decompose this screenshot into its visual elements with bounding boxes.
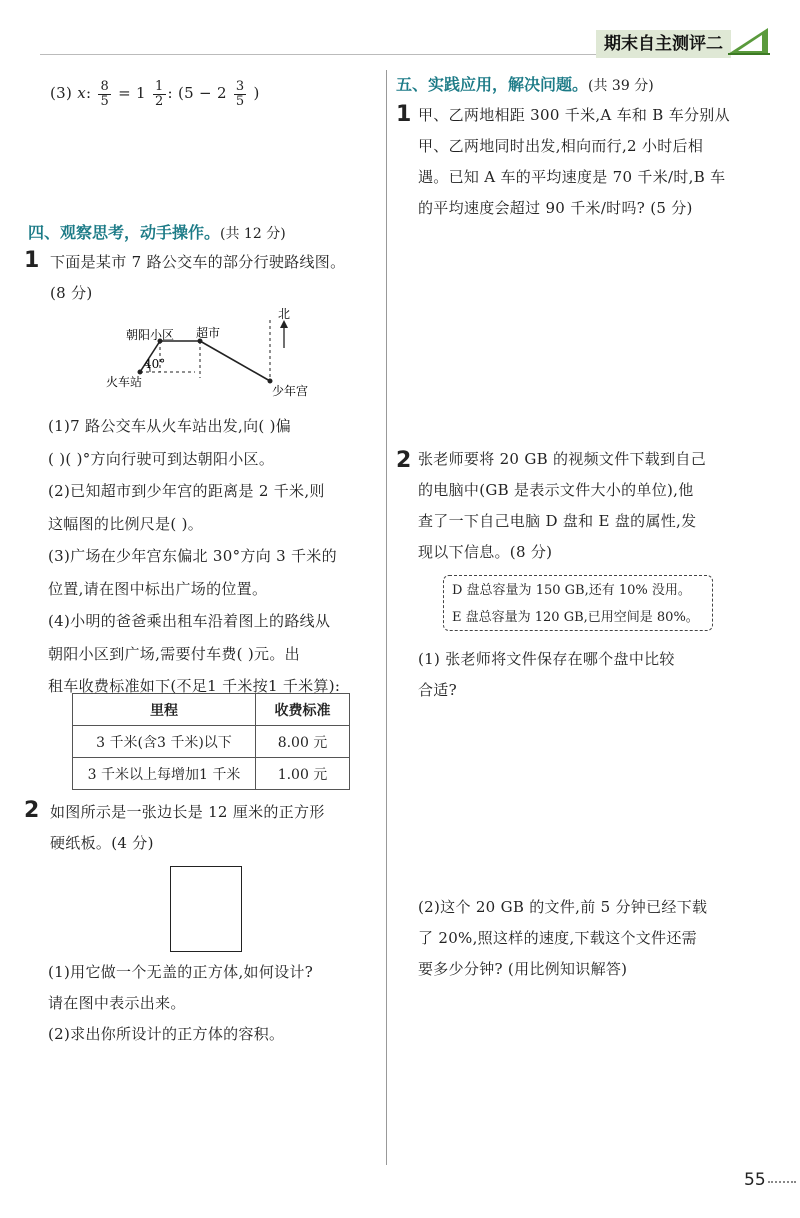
s5q2-sub2: (2)这个 20 GB 的文件,前 5 分钟已经下载 了 20%,照这样的速度,下载这个文件还需 要多少分钟? (用比例知识解答) — [418, 898, 708, 978]
s5q2-sub1: (1) 张老师将文件保存在哪个盘中比较 合适? — [418, 650, 675, 699]
ruler-icon — [724, 24, 774, 58]
s4q1-subquestions: (1)7 路公交车从火车站出发,向( )偏 ( )( )°方向行驶可到达朝阳小区。 (2)已知超市到少年宫的距离是 2 千米,则 这幅图的比例尺是( )。 (3)广场在少年宫东偏北 30°方向 3 千米的 位置,请在图中标出广场的位置。 (4)小明的爸爸乘出租车沿着图上的路线从 朝阳小区到广场,需要付车费( )元。出 租车收费标准如下(不足1 千米按1 千米算): — [48, 417, 341, 695]
fraction: $\frac{1}{2}$ — [154, 78, 164, 109]
column-divider — [386, 70, 387, 1165]
label-north: 北 — [278, 307, 291, 321]
page-number: 55 — [744, 1170, 766, 1190]
question-number: 2 — [24, 798, 40, 823]
question-number: 1 — [24, 248, 40, 273]
table-row: 3 千米(含3 千米)以下 8.00 元 — [73, 726, 350, 758]
question-number: 1 — [396, 102, 412, 127]
square-cardboard — [170, 866, 242, 952]
label-youth: 少年宫 — [272, 384, 309, 398]
s5q2-text: 张老师要将 20 GB 的视频文件下载到自己 的电脑中(GB 是表示文件大小的单位),他 查了一下自己电脑 D 盘和 E 盘的属性,发 现以下信息。(8 分) — [418, 450, 706, 561]
s5q1-text: 甲、乙两地相距 300 千米,A 车和 B 车分别从 甲、乙两地同时出发,相向而行,2 小时后相 遇。已知 A 车的平均速度是 70 千米/时,B 车 的平均速度会超过 90 千米/时吗? (5 分) — [418, 106, 730, 217]
angle-label: 40° — [144, 357, 166, 371]
fraction: $\frac{8}{5}$ — [100, 78, 110, 109]
s4q2-subquestions: (1)用它做一个无盖的正方体,如何设计? 请在图中表示出来。 (2)求出你所设计的正方体的容积。 — [48, 963, 314, 1043]
equation-q3: (3) x: $\frac{8}{5}$ = 1 $\frac{1}{2}$ : (5 − 2 $\frac{3}{5}$ ) — [50, 78, 260, 109]
header-title: 期末自主测评二 — [596, 30, 731, 58]
route-map — [100, 300, 360, 400]
table-header-row: 里程 收费标准 — [73, 694, 350, 726]
section5-title: 五、实践应用，解决问题。(共 39 分) — [396, 75, 654, 94]
fee-table — [72, 693, 350, 790]
s4q1-stem: 下面是某市 7 路公交车的部分行驶路线图。 (8 分) — [50, 253, 346, 302]
question-number: 2 — [396, 448, 412, 473]
disk-info-box: D 盘总容量为 150 GB,还有 10% 没用。 E 盘总容量为 120 GB,已用空间是 80%。 — [443, 575, 713, 631]
label-station: 火车站 — [106, 375, 143, 389]
page-ornament — [768, 1181, 796, 1183]
section4-title: 四、观察思考，动手操作。(共 12 分) — [28, 223, 286, 242]
label-chaoyang: 朝阳小区 — [126, 328, 175, 342]
s4q2-stem: 如图所示是一张边长是 12 厘米的正方形 硬纸板。(4 分) — [50, 803, 325, 852]
fraction: $\frac{3}{5}$ — [235, 78, 245, 109]
table-row: 3 千米以上每增加1 千米 1.00 元 — [73, 758, 350, 790]
label-market: 超市 — [196, 326, 221, 340]
